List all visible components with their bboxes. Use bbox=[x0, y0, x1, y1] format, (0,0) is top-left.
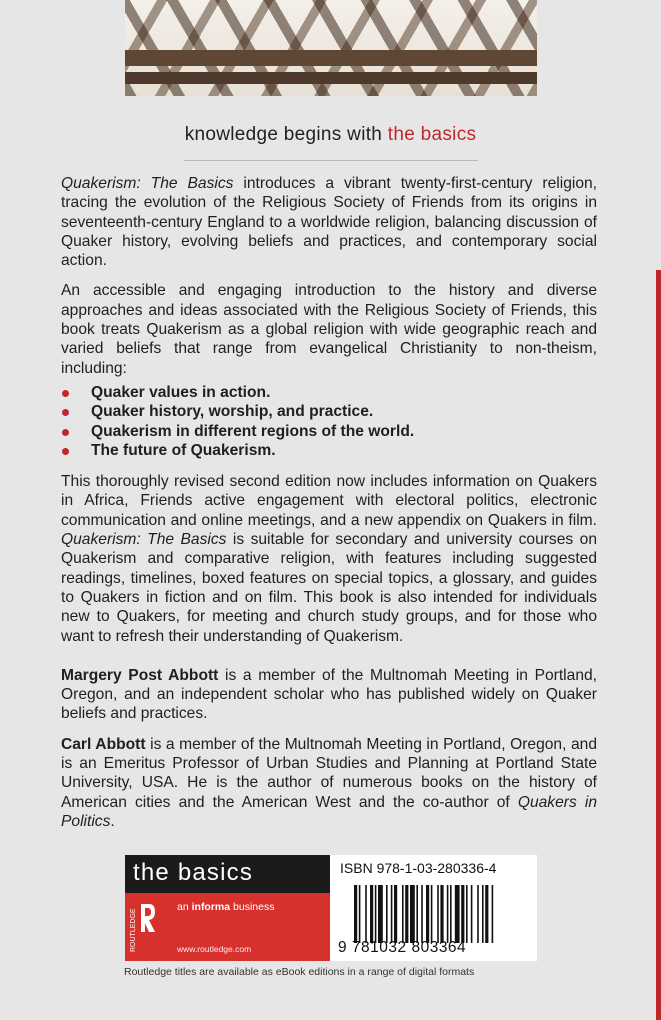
barcode-bar bbox=[431, 885, 433, 943]
description-paragraph-3: This thoroughly revised second edition now includes information on Quakers in Africa, Friends active engagement with electoral politics, electronic communication and online meetings, and a new appendix on Quakers in film. Quakerism: The Basics is suitable for secondary and university courses on Quakerism and comparative religion, with features including suggested readings, timelines, boxed features on special topics, a glossary, and guides to Quakers in fiction and on film. This book is also intended for individuals new to Quakers, for meeting and church study groups, and for those who want to refresh their understanding of Quakerism. bbox=[61, 473, 597, 645]
isbn-panel bbox=[330, 855, 537, 961]
author-bio-1: Margery Post Abbott is a member of the Multnomah Meeting in Portland, Oregon, and an independent scholar who has published widely on Quaker beliefs and practices. bbox=[61, 666, 597, 723]
routledge-logo-text: ROUTLEDGE bbox=[130, 908, 137, 952]
barcode-bar bbox=[365, 885, 367, 943]
topic-item: Quaker history, worship, and practice. bbox=[61, 402, 597, 421]
barcode-bar bbox=[492, 885, 494, 943]
barcode-bar bbox=[437, 885, 439, 943]
barcode-bar bbox=[375, 885, 377, 943]
author-bio-2: Carl Abbott is a member of the Multnomah Meeting in Portland, Oregon, and is an Emeritus Professor of Urban Studies and Planning at Portland State University, USA. He is the author of numerous books on the history of American cities and the American West and the co-author of Quakers in Politics. bbox=[61, 735, 598, 830]
barcode-bar bbox=[354, 885, 357, 943]
barcode-bar bbox=[410, 885, 415, 943]
barcode-bar bbox=[402, 885, 404, 943]
series-name: the basics bbox=[133, 859, 254, 886]
publisher-footer bbox=[125, 855, 537, 961]
barcode-bar bbox=[450, 885, 452, 943]
bullet-dot-icon bbox=[62, 429, 69, 436]
topic-item: The future of Quakerism. bbox=[61, 441, 597, 460]
barcode-bar bbox=[378, 885, 383, 943]
topics-list bbox=[61, 383, 597, 460]
barcode-bar bbox=[447, 885, 449, 943]
publisher-url: www.routledge.com bbox=[177, 944, 252, 954]
topic-item: Quaker values in action. bbox=[61, 383, 597, 402]
description-paragraph-1: Quakerism: The Basics introduces a vibrant twenty-first-century religion, tracing the evolution of the Religious Society of Friends from its origins in seventeenth-century England to a worldwide religion, balancing discussion of Quaker history, evolving beliefs and practices, and contemporary social action. bbox=[61, 175, 598, 270]
tagline-accent: the basics bbox=[387, 124, 477, 145]
bullet-dot-icon bbox=[62, 448, 69, 455]
barcode-bar bbox=[416, 885, 418, 943]
barcode-bar bbox=[426, 885, 429, 943]
book-title-italic: Quakerism: The Basics bbox=[61, 531, 227, 549]
blurb bbox=[61, 174, 597, 842]
bullet-dot-icon bbox=[62, 390, 69, 397]
barcode-graphic bbox=[354, 885, 530, 943]
barcode-bar bbox=[370, 885, 373, 943]
barcode-bar bbox=[482, 885, 484, 943]
barcode-bar bbox=[471, 885, 473, 943]
barcode-bar bbox=[477, 885, 479, 943]
bullet-dot-icon bbox=[62, 409, 69, 416]
barcode-bar bbox=[359, 885, 361, 943]
spine-edge-strip bbox=[656, 270, 661, 1020]
barcode-bar bbox=[391, 885, 393, 943]
topic-item: Quakerism in different regions of the world. bbox=[61, 422, 597, 441]
photo-beam bbox=[125, 72, 537, 84]
divider-rule bbox=[184, 160, 478, 161]
barcode-bar bbox=[461, 885, 464, 943]
photo-beam bbox=[125, 50, 537, 66]
cover-photo-roof-beams bbox=[125, 0, 537, 96]
barcode-bar bbox=[386, 885, 388, 943]
barcode-bar bbox=[455, 885, 460, 943]
barcode-bar bbox=[440, 885, 443, 943]
publisher-line: an informa business bbox=[177, 901, 275, 913]
barcode-bar bbox=[466, 885, 468, 943]
series-tagline bbox=[0, 124, 661, 146]
barcode-bar bbox=[485, 885, 488, 943]
author-name: Carl Abbott bbox=[61, 735, 146, 753]
series-brand-panel bbox=[125, 855, 330, 961]
routledge-logo-icon bbox=[131, 898, 159, 954]
barcode-bar bbox=[405, 885, 408, 943]
book-title-italic: Quakers in Politics bbox=[61, 793, 597, 830]
barcode-bar bbox=[421, 885, 423, 943]
barcode-bar bbox=[394, 885, 397, 943]
tagline-prefix: knowledge begins with bbox=[184, 124, 388, 145]
isbn-text: ISBN 978-1-03-280336-4 bbox=[340, 860, 497, 876]
ebook-note: Routledge titles are available as eBook editions in a range of digital formats bbox=[124, 966, 475, 978]
book-title-italic: Quakerism: The Basics bbox=[61, 175, 234, 192]
author-name: Margery Post Abbott bbox=[61, 666, 219, 684]
description-paragraph-2: An accessible and engaging introduction to the history and diverse approaches and ideas associated with the Religious Society of Friends, this book treats Quakerism as a global religion with wide geographic reach and varied beliefs that range from evangelical Christianity to non-theism, including: bbox=[61, 282, 597, 377]
barcode-digits: 9 781032 803364 bbox=[338, 939, 467, 956]
